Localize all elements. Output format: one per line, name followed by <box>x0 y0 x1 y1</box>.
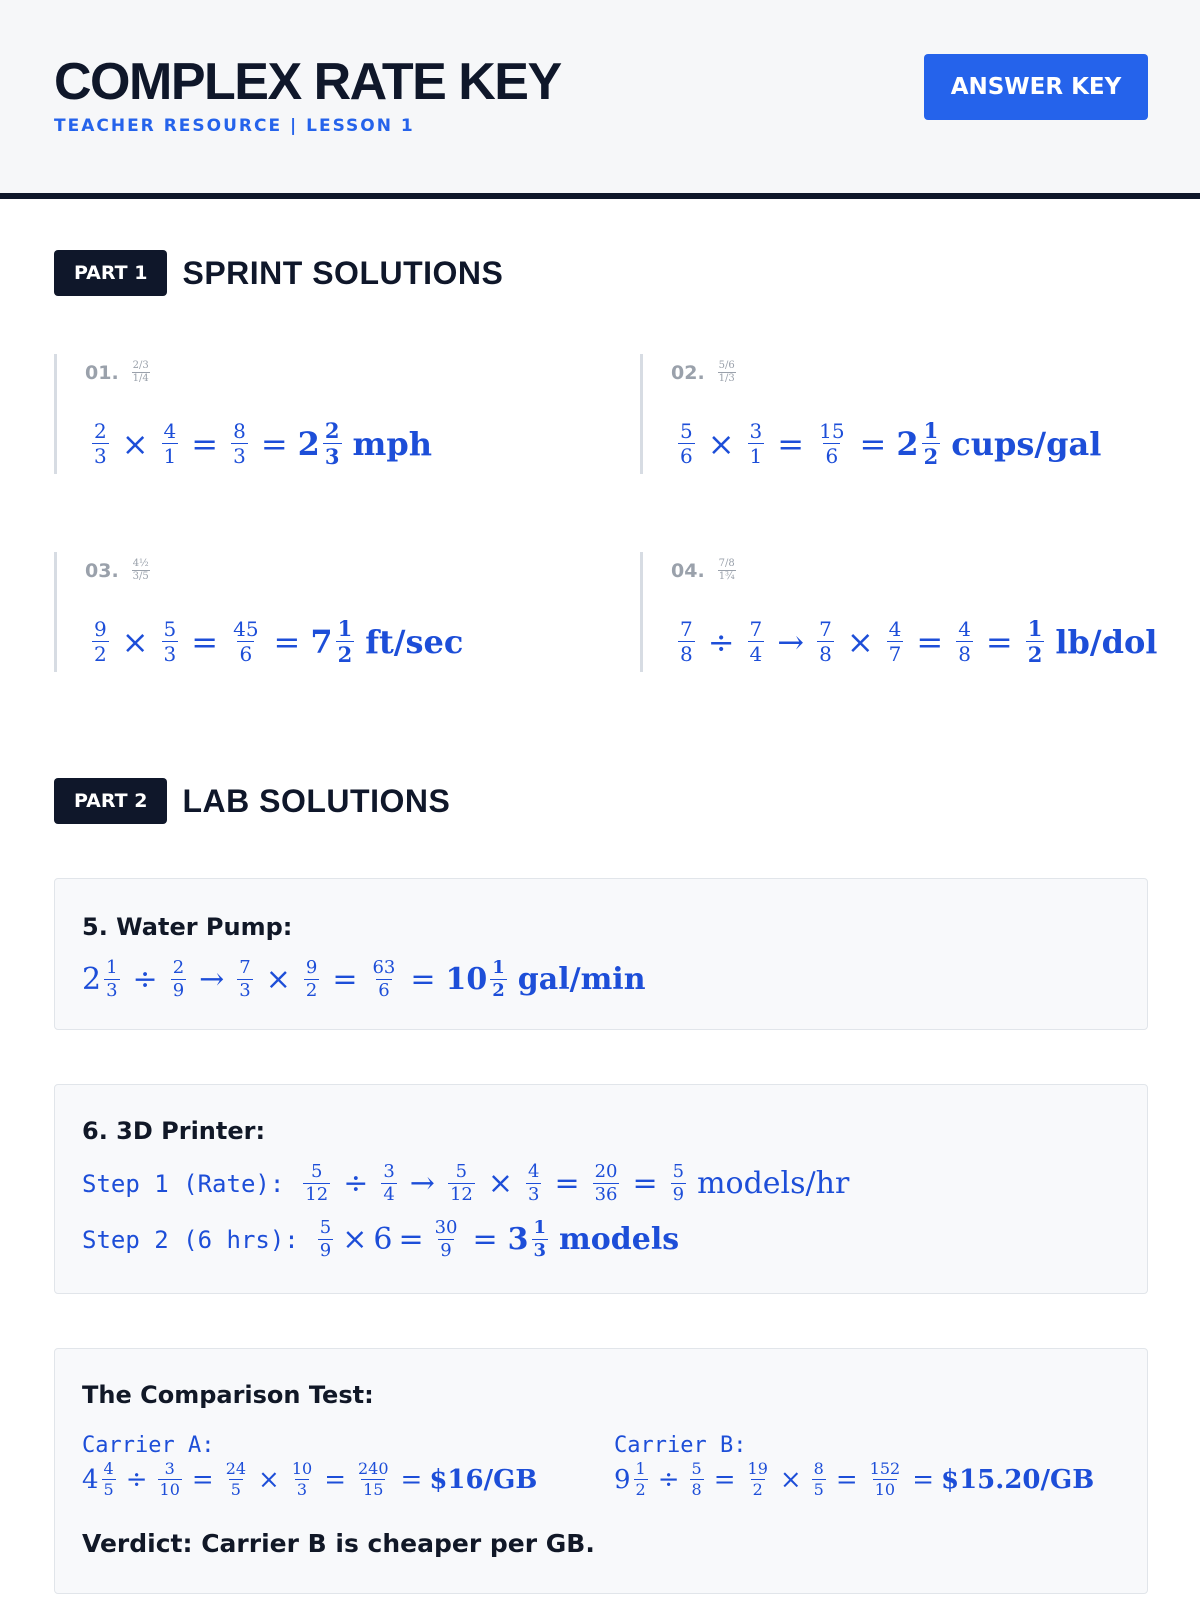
given-numerator: 7/8 <box>718 558 735 569</box>
operator: = <box>777 424 805 463</box>
operator: = <box>835 1464 858 1495</box>
operator: = <box>324 1464 346 1495</box>
fraction <box>817 421 846 466</box>
sprint-problem-4 <box>640 552 1200 672</box>
denominator: 3 <box>94 444 107 468</box>
numerator: 9 <box>94 617 107 641</box>
numerator: 2 <box>172 957 185 978</box>
answer-fraction <box>490 959 507 1000</box>
part1-title: SPRINT SOLUTIONS <box>182 254 504 291</box>
numerator: 1 <box>635 1459 646 1478</box>
numerator: 7 <box>680 617 693 641</box>
fraction <box>448 1163 475 1204</box>
fraction <box>956 619 973 664</box>
operator: = <box>859 424 887 463</box>
denominator: 8 <box>819 642 832 666</box>
operator: = <box>472 1222 498 1257</box>
fraction <box>433 1219 460 1260</box>
fraction <box>678 619 695 664</box>
denominator: 3 <box>106 980 118 1001</box>
problem-work <box>675 618 1157 665</box>
fraction <box>887 619 904 664</box>
numerator: 1 <box>1027 616 1043 641</box>
fraction <box>593 1163 620 1204</box>
denominator: 9 <box>172 980 185 1001</box>
numerator: 5 <box>455 1161 468 1182</box>
mixed-whole: 2 <box>82 962 102 997</box>
fraction <box>162 619 179 664</box>
operator: = <box>191 424 219 463</box>
denominator: 6 <box>680 444 693 468</box>
denominator: 3 <box>296 1480 308 1499</box>
denominator: 15 <box>363 1480 384 1499</box>
problem-work <box>89 618 463 665</box>
numerator: 20 <box>594 1161 618 1182</box>
numerator: 8 <box>233 419 246 443</box>
carrier-b-work <box>614 1461 1094 1498</box>
numerator: 1 <box>492 957 505 978</box>
denominator: 2 <box>337 642 353 667</box>
carrier-a-work <box>82 1461 537 1498</box>
fraction <box>678 421 695 466</box>
operator: × <box>779 1464 802 1495</box>
operator: ÷ <box>125 1464 148 1495</box>
denominator: 10 <box>159 1480 180 1499</box>
problem-label <box>85 360 153 385</box>
denominator: 9 <box>440 1240 452 1261</box>
answer-fraction <box>323 420 342 467</box>
numerator: 1 <box>106 957 118 978</box>
given-complex-fraction <box>718 558 736 583</box>
fraction <box>817 619 834 664</box>
part2-badge: PART 2 <box>54 778 167 824</box>
numerator: 10 <box>291 1459 313 1478</box>
fraction <box>104 959 119 1000</box>
denominator: 8 <box>691 1480 702 1499</box>
denominator: 4 <box>749 642 763 666</box>
operator: = <box>713 1464 736 1495</box>
denominator: 4 <box>383 1184 395 1205</box>
numerator: 4 <box>888 617 902 641</box>
fraction <box>748 421 765 466</box>
numerator: 9 <box>305 957 318 978</box>
denominator: 3 <box>533 1240 547 1261</box>
problem-number: 01. <box>85 361 119 384</box>
operator: ÷ <box>657 1464 680 1495</box>
mixed-whole: 9 <box>614 1464 631 1495</box>
part2-heading <box>54 778 450 824</box>
answer-fraction <box>336 618 355 665</box>
numerator: 3 <box>383 1161 395 1182</box>
denominator: 12 <box>305 1184 329 1205</box>
denominator: 5 <box>230 1480 241 1499</box>
page-subtitle: TEACHER RESOURCE | LESSON 1 <box>54 116 415 136</box>
fraction <box>748 619 765 664</box>
operator: ÷ <box>132 962 158 997</box>
operator: = <box>191 1464 214 1495</box>
denominator: 2 <box>305 980 318 1001</box>
operator: × <box>121 622 149 661</box>
page-header <box>0 0 1200 199</box>
numerator: 63 <box>372 957 396 978</box>
denominator: 5 <box>103 1480 114 1499</box>
fraction <box>381 1163 396 1204</box>
numerator: 5 <box>163 617 177 641</box>
fraction <box>634 1461 648 1498</box>
operator: = <box>273 622 301 661</box>
denominator: 10 <box>874 1480 896 1499</box>
fraction <box>224 1461 248 1498</box>
multiplier: 6 <box>373 1222 393 1257</box>
fraction <box>303 1163 330 1204</box>
denominator: 3 <box>163 642 177 666</box>
operator: × <box>258 1464 280 1495</box>
denominator: 7 <box>888 642 902 666</box>
fraction <box>162 421 179 466</box>
fraction <box>356 1461 391 1498</box>
denominator: 8 <box>958 642 971 666</box>
fraction <box>102 1461 116 1498</box>
answer-whole: 10 <box>445 962 488 997</box>
answer-fraction <box>1026 618 1045 665</box>
fraction <box>92 619 109 664</box>
sprint-problem-1 <box>54 354 614 474</box>
numerator: 5 <box>311 1161 323 1182</box>
numerator: 5 <box>672 1161 685 1182</box>
operator: × <box>846 622 874 661</box>
numerator: 7 <box>819 617 832 641</box>
numerator: 1 <box>337 616 353 641</box>
problem-number: 04. <box>671 559 705 582</box>
answer-unit: ft/sec <box>365 622 464 661</box>
answer-unit: gal/min <box>517 962 646 997</box>
denominator: 2 <box>1027 642 1043 667</box>
denominator: 1 <box>163 444 177 468</box>
carrier-a-answer: $16/GB <box>429 1464 538 1495</box>
denominator: 9 <box>319 1240 332 1261</box>
denominator: 2 <box>635 1480 646 1499</box>
operator: = <box>191 622 219 661</box>
lab-title: 5. Water Pump: <box>82 913 293 941</box>
numerator: 30 <box>434 1217 458 1238</box>
given-denominator: 1¾ <box>718 571 735 582</box>
numerator: 45 <box>233 617 259 641</box>
fraction <box>746 1461 770 1498</box>
denominator: 9 <box>672 1184 685 1205</box>
numerator: 4 <box>103 1459 114 1478</box>
operator: = <box>912 1464 934 1495</box>
operator: × <box>487 1166 513 1201</box>
operator: = <box>400 1464 423 1495</box>
lab-title: 6. 3D Printer: <box>82 1117 266 1145</box>
numerator: 3 <box>164 1459 175 1478</box>
fraction <box>868 1461 903 1498</box>
answer-key-button[interactable]: ANSWER KEY <box>924 54 1148 120</box>
numerator: 5 <box>691 1459 702 1478</box>
denominator: 2 <box>492 980 505 1001</box>
denominator: 6 <box>825 444 839 468</box>
denominator: 5 <box>813 1480 824 1499</box>
lab-title: The Comparison Test: <box>82 1381 374 1409</box>
sprint-problem-3 <box>54 552 614 672</box>
answer-unit: cups/gal <box>951 424 1102 463</box>
problem-number: 02. <box>671 361 705 384</box>
denominator: 6 <box>239 642 253 666</box>
denominator: 2 <box>752 1480 763 1499</box>
given-denominator: 3/5 <box>132 571 149 582</box>
carrier-b-answer: $15.20/GB <box>941 1464 1095 1495</box>
problem-label <box>671 360 739 385</box>
operator: × <box>342 1222 368 1257</box>
numerator: 7 <box>749 617 763 641</box>
answer-unit: lb/dol <box>1055 622 1158 661</box>
step-2-work <box>315 1219 679 1260</box>
numerator: 5 <box>319 1217 332 1238</box>
denominator: 36 <box>594 1184 618 1205</box>
page-title: COMPLEX RATE KEY <box>54 53 561 111</box>
operator: × <box>707 424 735 463</box>
given-complex-fraction <box>132 360 150 385</box>
fraction <box>290 1461 314 1498</box>
operator: → <box>409 1166 435 1201</box>
numerator: 3 <box>749 419 763 443</box>
fraction <box>237 959 252 1000</box>
problem-work <box>89 420 432 467</box>
fraction <box>526 1163 541 1204</box>
numerator: 4 <box>527 1161 540 1182</box>
answer-unit: mph <box>352 424 433 463</box>
problem-number: 03. <box>85 559 119 582</box>
answer-whole: 2 <box>297 424 320 463</box>
verdict: Verdict: Carrier B is cheaper per GB. <box>82 1529 595 1558</box>
operator: = <box>410 962 436 997</box>
numerator: 7 <box>239 957 251 978</box>
answer-whole: 3 <box>507 1222 529 1257</box>
problem-label <box>85 558 153 583</box>
operator: → <box>199 962 225 997</box>
operator: × <box>265 962 291 997</box>
given-complex-fraction <box>718 360 736 385</box>
numerator: 2 <box>324 418 340 443</box>
fraction <box>171 959 186 1000</box>
denominator: 2 <box>923 444 939 469</box>
denominator: 3 <box>324 444 340 469</box>
numerator: 15 <box>819 419 845 443</box>
lab-comparison-test <box>54 1348 1148 1594</box>
part1-heading <box>54 250 503 296</box>
numerator: 5 <box>680 419 693 443</box>
operator: = <box>398 1222 424 1257</box>
fraction <box>690 1461 704 1498</box>
operator: = <box>260 424 288 463</box>
numerator: 152 <box>869 1459 901 1478</box>
lab-3d-printer <box>54 1084 1148 1294</box>
operator: → <box>777 622 805 661</box>
given-numerator: 2/3 <box>132 360 149 371</box>
step-2-row <box>82 1219 679 1260</box>
fraction <box>231 421 248 466</box>
carrier-a-label: Carrier A: <box>82 1433 215 1458</box>
step-2-label: Step 2 (6 hrs): <box>82 1225 299 1254</box>
fraction <box>231 619 260 664</box>
numerator: 8 <box>813 1459 824 1478</box>
answer-whole: 2 <box>896 424 919 463</box>
answer-unit: models <box>559 1222 680 1257</box>
fraction <box>92 421 109 466</box>
numerator: 4 <box>163 419 177 443</box>
part2-title: LAB SOLUTIONS <box>182 782 451 819</box>
answer-whole: 7 <box>310 622 333 661</box>
lab-work <box>82 959 646 1000</box>
operator: = <box>985 622 1013 661</box>
denominator: 3 <box>233 444 246 468</box>
problem-label <box>671 558 739 583</box>
denominator: 1 <box>749 444 763 468</box>
given-denominator: 1/4 <box>132 373 149 384</box>
numerator: 24 <box>225 1459 247 1478</box>
given-numerator: 5/6 <box>718 360 735 371</box>
numerator: 240 <box>358 1459 389 1478</box>
problem-work <box>675 420 1101 467</box>
numerator: 1 <box>533 1217 547 1238</box>
step-1-label: Step 1 (Rate): <box>82 1169 285 1198</box>
operator: ÷ <box>707 622 735 661</box>
step-1-row <box>82 1163 849 1204</box>
denominator: 8 <box>680 642 693 666</box>
fraction <box>812 1461 826 1498</box>
operator: × <box>121 424 149 463</box>
part1-badge: PART 1 <box>54 250 167 296</box>
numerator: 19 <box>747 1459 768 1478</box>
denominator: 3 <box>239 980 251 1001</box>
given-complex-fraction <box>132 558 150 583</box>
numerator: 1 <box>923 418 939 443</box>
answer-fraction <box>922 420 941 467</box>
fraction <box>318 1219 333 1260</box>
operator: = <box>632 1166 658 1201</box>
sprint-problem-2 <box>640 354 1200 474</box>
denominator: 3 <box>527 1184 540 1205</box>
rate-unit: models/hr <box>697 1166 850 1201</box>
numerator: 4 <box>958 617 971 641</box>
fraction <box>158 1461 182 1498</box>
given-denominator: 1/3 <box>718 373 735 384</box>
given-numerator: 4½ <box>132 558 149 569</box>
fraction <box>671 1163 686 1204</box>
mixed-whole: 4 <box>82 1464 99 1495</box>
carrier-b-label: Carrier B: <box>614 1433 747 1458</box>
denominator: 6 <box>378 980 390 1001</box>
denominator: 2 <box>94 642 107 666</box>
answer-fraction <box>532 1219 549 1260</box>
fraction <box>304 959 319 1000</box>
operator: = <box>332 962 358 997</box>
operator: ÷ <box>343 1166 369 1201</box>
step-1-work <box>300 1163 849 1204</box>
operator: = <box>554 1166 580 1201</box>
fraction <box>370 959 397 1000</box>
lab-water-pump <box>54 878 1148 1030</box>
operator: = <box>916 622 944 661</box>
denominator: 12 <box>449 1184 473 1205</box>
numerator: 2 <box>94 419 107 443</box>
